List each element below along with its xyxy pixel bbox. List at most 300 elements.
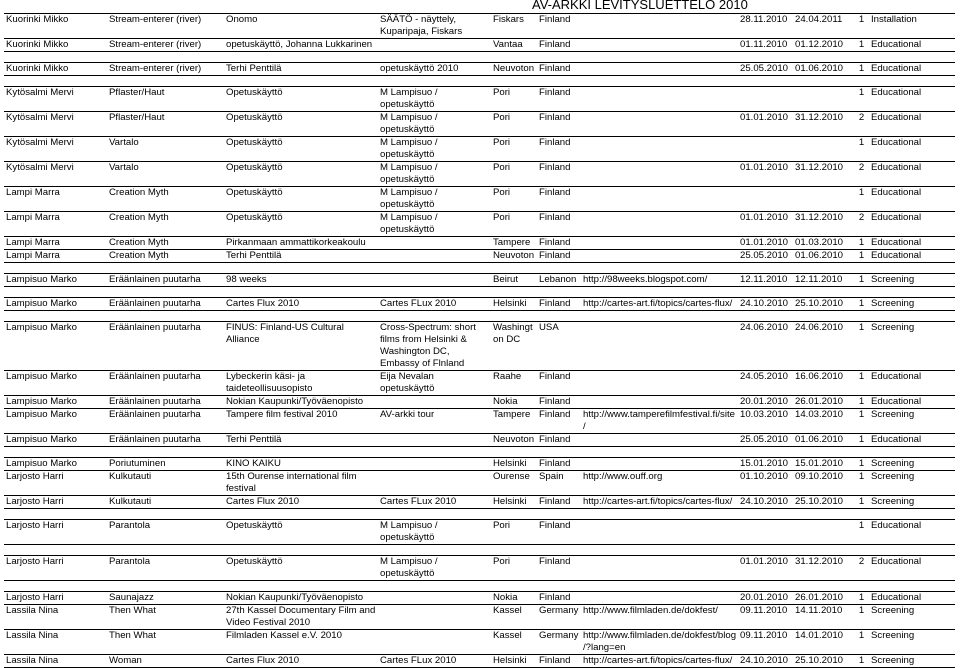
cell-type: Screening	[869, 605, 955, 630]
cell-country: Finland	[537, 298, 581, 311]
cell-country: USA	[537, 322, 581, 371]
cell-city: Helsinki	[491, 298, 537, 311]
cell-start: 01.01.2010	[738, 162, 793, 187]
spacer-cell	[4, 581, 955, 592]
cell-country: Finland	[537, 39, 581, 52]
cell-city: Tampere	[491, 237, 537, 250]
cell-event: Terhi Penttilä	[224, 434, 378, 447]
cell-venue: M Lampisuo / opetuskäyttö	[378, 112, 491, 137]
cell-work: Eräänlainen puutarha	[107, 371, 224, 396]
cell-event: 98 weeks	[224, 274, 378, 287]
cell-url	[581, 187, 738, 212]
cell-type: Educational	[869, 396, 955, 409]
cell-venue: M Lampisuo / opetuskäyttö	[378, 87, 491, 112]
cell-event: Lybeckerin käsi- ja taideteollisuusopisto	[224, 371, 378, 396]
cell-city: Pori	[491, 112, 537, 137]
cell-event: Opetuskäyttö	[224, 520, 378, 545]
cell-city: Helsinki	[491, 496, 537, 509]
cell-end: 26.01.2010	[793, 396, 853, 409]
cell-type: Screening	[869, 298, 955, 311]
cell-url: http://cartes-art.fi/topics/cartes-flux/	[581, 655, 738, 668]
cell-n: 1	[853, 434, 869, 447]
cell-artist: Kytösalmi Mervi	[4, 112, 107, 137]
cell-type: Educational	[869, 162, 955, 187]
cell-event: Filmladen Kassel e.V. 2010	[224, 630, 378, 655]
cell-city: Nokia	[491, 396, 537, 409]
table-row	[4, 162, 955, 187]
table-row	[4, 237, 955, 250]
cell-end: 16.06.2010	[793, 371, 853, 396]
cell-type: Educational	[869, 592, 955, 605]
cell-end: 01.12.2010	[793, 39, 853, 52]
cell-country: Finland	[537, 556, 581, 581]
cell-work: Parantola	[107, 520, 224, 545]
cell-start: 25.05.2010	[738, 250, 793, 263]
cell-work: Creation Myth	[107, 212, 224, 237]
document-title: AV-ARKKI LEVITYSLUETTELO 2010	[532, 0, 748, 12]
cell-country: Finland	[537, 87, 581, 112]
cell-work: Eräänlainen puutarha	[107, 274, 224, 287]
cell-event: Pirkanmaan ammattikorkeakoulu	[224, 237, 378, 250]
cell-city: Washingt on DC	[491, 322, 537, 371]
cell-url	[581, 396, 738, 409]
cell-work: Eräänlainen puutarha	[107, 409, 224, 434]
cell-type: Educational	[869, 237, 955, 250]
table-row	[4, 250, 955, 263]
cell-start: 25.05.2010	[738, 434, 793, 447]
cell-city: Pori	[491, 162, 537, 187]
cell-city: Helsinki	[491, 655, 537, 668]
cell-end	[793, 87, 853, 112]
cell-city: Pori	[491, 137, 537, 162]
cell-n: 1	[853, 87, 869, 112]
cell-end: 15.01.2010	[793, 458, 853, 471]
cell-event: 27th Kassel Documentary Film and Video Festival 2010	[224, 605, 378, 630]
cell-venue	[378, 458, 491, 471]
cell-country: Finland	[537, 112, 581, 137]
cell-artist: Lampisuo Marko	[4, 434, 107, 447]
cell-event: Opetuskäyttö	[224, 212, 378, 237]
cell-end: 26.01.2010	[793, 592, 853, 605]
cell-type: Screening	[869, 630, 955, 655]
cell-start: 15.01.2010	[738, 458, 793, 471]
cell-country: Finland	[537, 162, 581, 187]
cell-country: Finland	[537, 520, 581, 545]
cell-work: Then What	[107, 630, 224, 655]
cell-city: Vantaa	[491, 39, 537, 52]
cell-work: Stream-enterer (river)	[107, 63, 224, 76]
table-row	[4, 409, 955, 434]
cell-venue: Cartes FLux 2010	[378, 298, 491, 311]
table-row	[4, 556, 955, 581]
cell-url: http://cartes-art.fi/topics/cartes-flux/	[581, 298, 738, 311]
cell-country: Finland	[537, 371, 581, 396]
cell-country: Lebanon	[537, 274, 581, 287]
cell-url	[581, 520, 738, 545]
cell-venue: M Lampisuo / opetuskäyttö	[378, 187, 491, 212]
table-row	[4, 212, 955, 237]
cell-start: 12.11.2010	[738, 274, 793, 287]
cell-city: Neuvoton	[491, 63, 537, 76]
cell-type: Screening	[869, 471, 955, 496]
row-spacer	[4, 447, 955, 458]
cell-url	[581, 592, 738, 605]
cell-type: Educational	[869, 520, 955, 545]
cell-artist: Kuorinki Mikko	[4, 39, 107, 52]
cell-url: http://98weeks.blogspot.com/	[581, 274, 738, 287]
table-row	[4, 630, 955, 655]
cell-type: Educational	[869, 39, 955, 52]
cell-city: Nokia	[491, 592, 537, 605]
cell-event: Cartes Flux 2010	[224, 655, 378, 668]
cell-artist: Larjosto Harri	[4, 520, 107, 545]
cell-start: 25.05.2010	[738, 63, 793, 76]
row-spacer	[4, 287, 955, 298]
cell-work: Kulkutauti	[107, 471, 224, 496]
cell-country: Finland	[537, 655, 581, 668]
cell-event: Opetuskäyttö	[224, 87, 378, 112]
cell-artist: Lampisuo Marko	[4, 409, 107, 434]
cell-type: Screening	[869, 496, 955, 509]
cell-start: 01.01.2010	[738, 237, 793, 250]
cell-venue	[378, 39, 491, 52]
cell-country: Spain	[537, 471, 581, 496]
cell-artist: Lampisuo Marko	[4, 322, 107, 371]
cell-start: 01.10.2010	[738, 471, 793, 496]
cell-type: Screening	[869, 655, 955, 668]
cell-artist: Larjosto Harri	[4, 556, 107, 581]
cell-n: 1	[853, 187, 869, 212]
cell-n: 1	[853, 396, 869, 409]
row-spacer	[4, 545, 955, 556]
cell-url: http://www.ouff.org	[581, 471, 738, 496]
cell-url	[581, 434, 738, 447]
cell-url: http://www.filmladen.de/dokfest/	[581, 605, 738, 630]
cell-n: 1	[853, 322, 869, 371]
cell-n: 1	[853, 471, 869, 496]
cell-venue	[378, 274, 491, 287]
cell-end: 09.10.2010	[793, 471, 853, 496]
cell-artist: Larjosto Harri	[4, 592, 107, 605]
cell-n: 1	[853, 298, 869, 311]
cell-start	[738, 187, 793, 212]
cell-venue: AV-arkki tour	[378, 409, 491, 434]
cell-venue: Eija Nevalan opetuskäyttö	[378, 371, 491, 396]
cell-url	[581, 458, 738, 471]
cell-city: Pori	[491, 187, 537, 212]
cell-venue: opetuskäyttö 2010	[378, 63, 491, 76]
cell-end	[793, 520, 853, 545]
cell-url	[581, 250, 738, 263]
cell-end: 14.01.2010	[793, 630, 853, 655]
cell-event: Cartes Flux 2010	[224, 496, 378, 509]
cell-end: 31.12.2010	[793, 556, 853, 581]
cell-type: Educational	[869, 212, 955, 237]
cell-start: 09.11.2010	[738, 605, 793, 630]
cell-artist: Kytösalmi Mervi	[4, 162, 107, 187]
cell-type: Installation	[869, 14, 955, 39]
cell-type: Screening	[869, 274, 955, 287]
cell-city: Ourense	[491, 471, 537, 496]
cell-artist: Lampisuo Marko	[4, 298, 107, 311]
cell-artist: Lassila Nina	[4, 655, 107, 668]
cell-event: Opetuskäyttö	[224, 187, 378, 212]
cell-type: Educational	[869, 187, 955, 212]
cell-start: 01.11.2010	[738, 39, 793, 52]
cell-n: 2	[853, 556, 869, 581]
cell-work: Pflaster/Haut	[107, 87, 224, 112]
cell-end: 25.10.2010	[793, 496, 853, 509]
cell-n: 1	[853, 39, 869, 52]
cell-url	[581, 237, 738, 250]
cell-venue: M Lampisuo / opetuskäyttö	[378, 137, 491, 162]
cell-start: 20.01.2010	[738, 396, 793, 409]
cell-artist: Larjosto Harri	[4, 471, 107, 496]
cell-type: Educational	[869, 250, 955, 263]
cell-artist: Lassila Nina	[4, 630, 107, 655]
cell-artist: Lampisuo Marko	[4, 274, 107, 287]
cell-start: 01.01.2010	[738, 556, 793, 581]
table-body	[4, 14, 955, 668]
table-row	[4, 39, 955, 52]
table-row	[4, 298, 955, 311]
cell-n: 2	[853, 112, 869, 137]
cell-event: Onomo	[224, 14, 378, 39]
cell-event: FINUS: Finland-US Cultural Alliance	[224, 322, 378, 371]
cell-start: 01.01.2010	[738, 212, 793, 237]
table-row	[4, 14, 955, 39]
cell-end: 25.10.2010	[793, 655, 853, 668]
row-spacer	[4, 52, 955, 63]
cell-n: 1	[853, 605, 869, 630]
cell-venue: M Lampisuo / opetuskäyttö	[378, 162, 491, 187]
cell-venue	[378, 396, 491, 409]
cell-start: 28.11.2010	[738, 14, 793, 39]
cell-artist: Lampisuo Marko	[4, 371, 107, 396]
spacer-cell	[4, 52, 955, 63]
table-row	[4, 112, 955, 137]
spacer-cell	[4, 287, 955, 298]
cell-artist: Larjosto Harri	[4, 496, 107, 509]
cell-country: Finland	[537, 187, 581, 212]
cell-end: 31.12.2010	[793, 112, 853, 137]
cell-artist: Lampisuo Marko	[4, 458, 107, 471]
cell-country: Finland	[537, 250, 581, 263]
cell-type: Screening	[869, 409, 955, 434]
cell-venue: M Lampisuo / opetuskäyttö	[378, 212, 491, 237]
cell-work: Creation Myth	[107, 237, 224, 250]
cell-event: Opetuskäyttö	[224, 556, 378, 581]
cell-city: Tampere	[491, 409, 537, 434]
cell-work: Then What	[107, 605, 224, 630]
cell-city: Helsinki	[491, 458, 537, 471]
cell-start	[738, 520, 793, 545]
cell-end: 01.06.2010	[793, 250, 853, 263]
cell-n: 2	[853, 162, 869, 187]
table-row	[4, 434, 955, 447]
cell-work: Stream-enterer (river)	[107, 39, 224, 52]
cell-artist: Kuorinki Mikko	[4, 14, 107, 39]
cell-work: Kulkutauti	[107, 496, 224, 509]
cell-city: Kassel	[491, 630, 537, 655]
row-spacer	[4, 581, 955, 592]
cell-type: Educational	[869, 434, 955, 447]
cell-work: Eräänlainen puutarha	[107, 298, 224, 311]
spacer-cell	[4, 263, 955, 274]
cell-city: Pori	[491, 556, 537, 581]
cell-country: Finland	[537, 14, 581, 39]
table-row	[4, 63, 955, 76]
cell-url	[581, 371, 738, 396]
cell-venue: Cross-Spectrum: short films from Helsinki & Washington DC, Embassy of Flnland	[378, 322, 491, 371]
spacer-cell	[4, 545, 955, 556]
cell-work: Vartalo	[107, 162, 224, 187]
cell-type: Screening	[869, 458, 955, 471]
cell-venue	[378, 250, 491, 263]
cell-work: Pflaster/Haut	[107, 112, 224, 137]
cell-venue: M Lampisuo / opetuskäyttö	[378, 520, 491, 545]
table-row	[4, 655, 955, 668]
cell-artist: Lampisuo Marko	[4, 396, 107, 409]
cell-end: 01.06.2010	[793, 434, 853, 447]
spacer-cell	[4, 447, 955, 458]
cell-start: 20.01.2010	[738, 592, 793, 605]
cell-venue: M Lampisuo / opetuskäyttö	[378, 556, 491, 581]
cell-artist: Kuorinki Mikko	[4, 63, 107, 76]
cell-artist: Lampi Marra	[4, 187, 107, 212]
table-row	[4, 520, 955, 545]
cell-end: 31.12.2010	[793, 162, 853, 187]
table-row	[4, 605, 955, 630]
cell-n: 1	[853, 250, 869, 263]
cell-artist: Lampi Marra	[4, 237, 107, 250]
cell-event: opetuskäyttö, Johanna Lukkarinen	[224, 39, 378, 52]
table-row	[4, 187, 955, 212]
cell-n: 1	[853, 655, 869, 668]
cell-url	[581, 212, 738, 237]
cell-artist: Lampi Marra	[4, 212, 107, 237]
cell-city: Beirut	[491, 274, 537, 287]
cell-n: 1	[853, 630, 869, 655]
cell-venue	[378, 434, 491, 447]
cell-event: Opetuskäyttö	[224, 162, 378, 187]
cell-venue	[378, 605, 491, 630]
table-row	[4, 496, 955, 509]
cell-country: Finland	[537, 237, 581, 250]
cell-n: 1	[853, 458, 869, 471]
cell-url: http://www.filmladen.de/dokfest/blog/?lang=en	[583, 630, 737, 653]
cell-city: Neuvoton	[491, 250, 537, 263]
cell-city: Raahe	[491, 371, 537, 396]
cell-end: 12.11.2010	[793, 274, 853, 287]
cell-end: 14.03.2010	[793, 409, 853, 434]
cell-n: 2	[853, 212, 869, 237]
cell-artist: Kytösalmi Mervi	[4, 87, 107, 112]
table-row	[4, 87, 955, 112]
cell-work: Eräänlainen puutarha	[107, 434, 224, 447]
cell-country: Finland	[537, 396, 581, 409]
cell-end: 14.11.2010	[793, 605, 853, 630]
cell-url: http://www.tamperefilmfestival.fi/site/	[581, 409, 738, 434]
cell-type: Educational	[869, 556, 955, 581]
cell-end	[793, 137, 853, 162]
cell-n: 1	[853, 496, 869, 509]
cell-event: Nokian Kaupunki/Työväenopisto	[224, 592, 378, 605]
cell-type: Screening	[869, 322, 955, 371]
table-row	[4, 471, 955, 496]
cell-event: Cartes Flux 2010	[224, 298, 378, 311]
cell-event: Nokian Kaupunki/Työväenopisto	[224, 396, 378, 409]
cell-end: 31.12.2010	[793, 212, 853, 237]
cell-country: Finland	[537, 496, 581, 509]
cell-end: 24.06.2010	[793, 322, 853, 371]
cell-start: 24.10.2010	[738, 496, 793, 509]
cell-country: Germany	[537, 605, 581, 630]
cell-event: KINO KAIKU	[224, 458, 378, 471]
cell-country: Finland	[537, 458, 581, 471]
cell-n: 1	[853, 520, 869, 545]
cell-city: Fiskars	[491, 14, 537, 39]
cell-end: 01.06.2010	[793, 63, 853, 76]
cell-n: 1	[853, 371, 869, 396]
cell-work: Poriutuminen	[107, 458, 224, 471]
cell-start	[738, 87, 793, 112]
cell-url	[581, 39, 738, 52]
cell-city: Pori	[491, 87, 537, 112]
cell-country: Finland	[537, 592, 581, 605]
cell-work: Eräänlainen puutarha	[107, 322, 224, 371]
cell-start	[738, 137, 793, 162]
cell-country: Finland	[537, 434, 581, 447]
cell-country: Germany	[537, 630, 581, 655]
table-row	[4, 274, 955, 287]
cell-n: 1	[853, 409, 869, 434]
cell-venue	[378, 630, 491, 655]
cell-country: Finland	[537, 63, 581, 76]
cell-type: Educational	[869, 87, 955, 112]
cell-n: 1	[853, 137, 869, 162]
table-row	[4, 592, 955, 605]
cell-venue: SÄÄTÖ - näyttely, Kuparipaja, Fiskars	[378, 14, 491, 39]
cell-end	[793, 187, 853, 212]
cell-venue: Cartes FLux 2010	[378, 655, 491, 668]
cell-work: Parantola	[107, 556, 224, 581]
cell-url	[581, 14, 738, 39]
cell-type: Educational	[869, 63, 955, 76]
cell-n: 1	[853, 237, 869, 250]
cell-work: Vartalo	[107, 137, 224, 162]
cell-work: Creation Myth	[107, 187, 224, 212]
cell-end: 24.04.2011	[793, 14, 853, 39]
table-row	[4, 396, 955, 409]
cell-start: 24.10.2010	[738, 298, 793, 311]
spacer-cell	[4, 76, 955, 87]
cell-event: Tampere film festival 2010	[224, 409, 378, 434]
cell-start: 24.10.2010	[738, 655, 793, 668]
cell-work: Stream-enterer (river)	[107, 14, 224, 39]
cell-work: Creation Myth	[107, 250, 224, 263]
spacer-cell	[4, 509, 955, 520]
distribution-table	[4, 13, 955, 668]
cell-artist: Lassila Nina	[4, 605, 107, 630]
cell-n: 1	[853, 14, 869, 39]
cell-city: Kassel	[491, 605, 537, 630]
table-row	[4, 458, 955, 471]
cell-start: 01.01.2010	[738, 112, 793, 137]
cell-country: Finland	[537, 137, 581, 162]
cell-n: 1	[853, 592, 869, 605]
table-row	[4, 371, 955, 396]
